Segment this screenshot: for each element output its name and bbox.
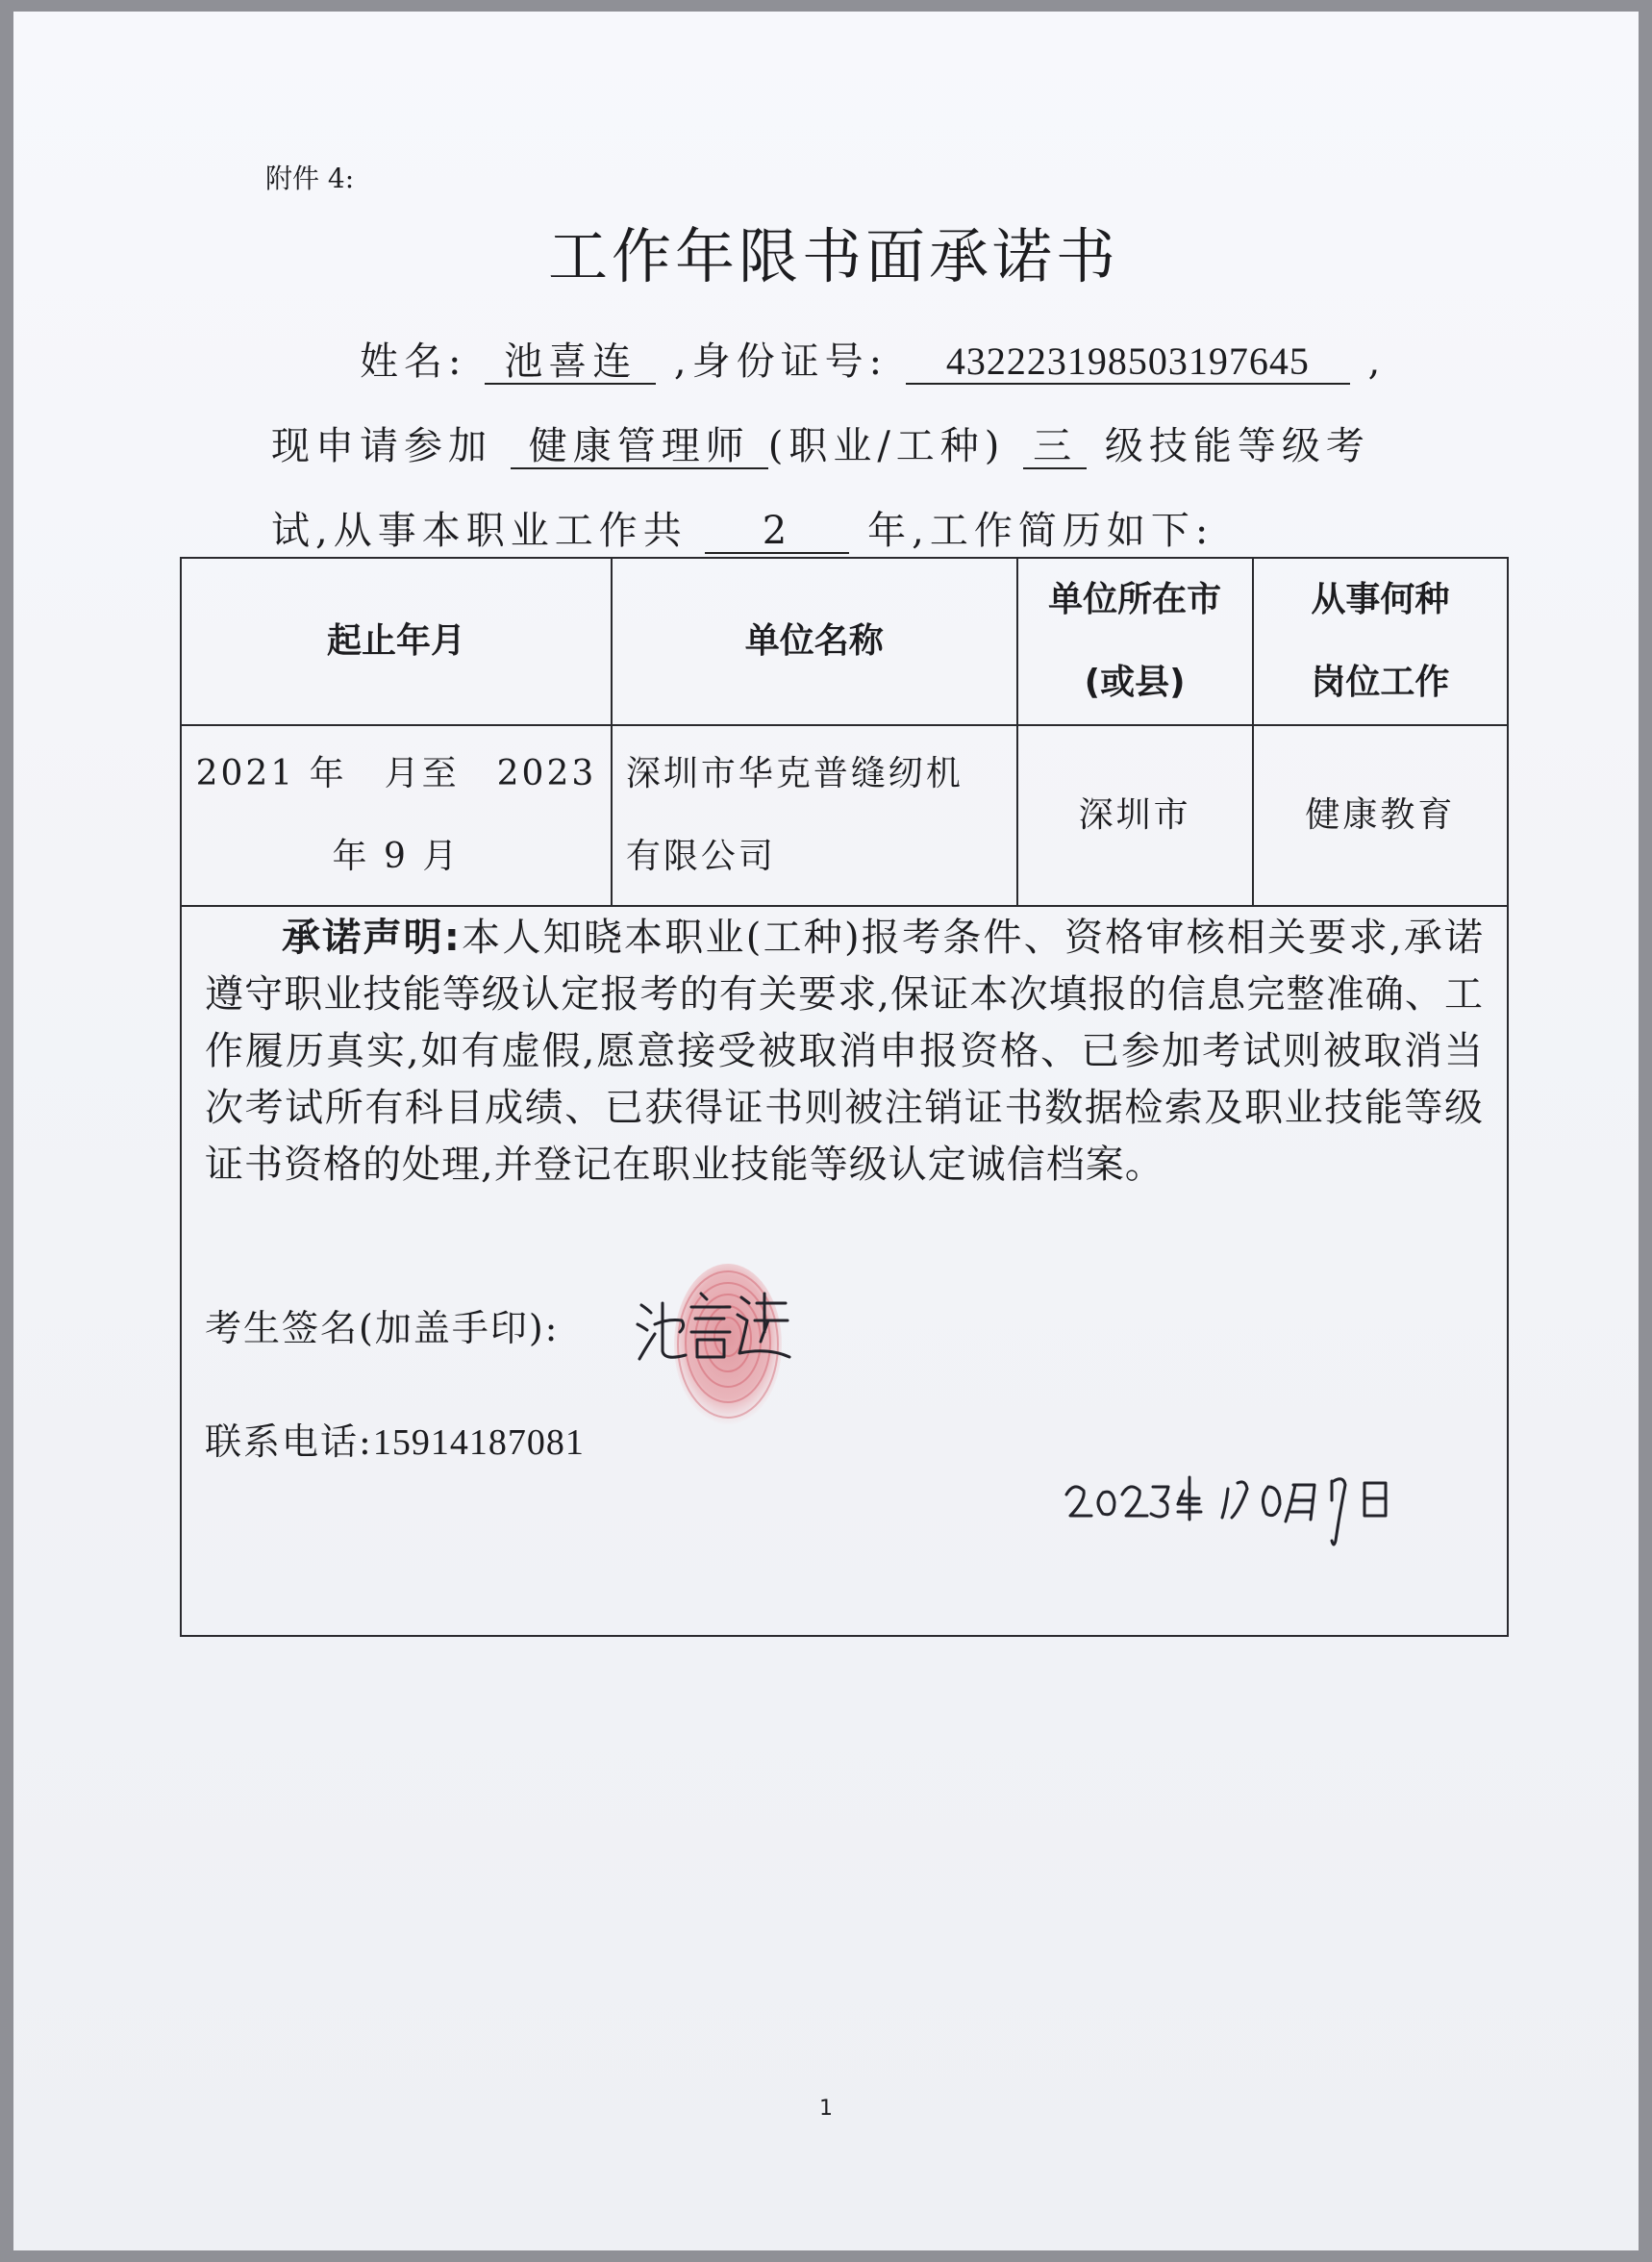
phone-line xyxy=(205,1412,585,1465)
header-post xyxy=(1253,558,1508,725)
header-post-line2: 岗位工作 xyxy=(1311,663,1450,702)
name-value: 池喜连 xyxy=(485,340,656,385)
intro-line-apply xyxy=(271,415,1370,470)
id-number-value: 432223198503197645 xyxy=(906,340,1350,385)
signature-label: 考生签名(加盖手印): xyxy=(205,1307,560,1349)
handwritten-date xyxy=(1059,1456,1405,1562)
phone-value: 15914187081 xyxy=(372,1422,585,1463)
intro-line-years xyxy=(271,500,1214,555)
header-post-line1: 从事何种 xyxy=(1311,580,1450,619)
exam-prefix: 试,从事本职业工作共 xyxy=(271,509,688,553)
years-value: 2 xyxy=(705,510,849,554)
cell-period-line1: 2021 年 月至 2023 xyxy=(195,754,597,793)
document-page xyxy=(13,12,1639,2250)
table-header-row xyxy=(181,558,1508,725)
apply-prefix: 现申请参加 xyxy=(271,424,492,468)
cell-period xyxy=(181,725,612,906)
occupation-value: 健康管理师 xyxy=(511,425,768,469)
cell-unit-line2: 有限公司 xyxy=(625,837,776,876)
cell-unit-line1: 深圳市华克普缝纫机 xyxy=(625,754,964,793)
cell-city: 深圳市 xyxy=(1017,725,1253,906)
statement-body: 本人知晓本职业(工种)报考条件、资格审核相关要求,承诺遵守职业技能等级认定报考的有关要求,保证本次填报的信息完整准确、工作履历真实,如有虚假,愿意接受被取消申报资格、已参加考试则被取消当次考试所有科目成绩、已获得证书则被注销证书数据检索及职业技能等级证书资格的处理,并登记在职业技能等级认定诚信档案。 xyxy=(205,916,1484,1187)
cell-unit xyxy=(612,725,1017,906)
table-row xyxy=(181,725,1508,906)
name-label: 姓名: xyxy=(360,339,467,384)
statement-lead: 承诺声明: xyxy=(282,916,461,960)
attachment-label: 附件 4: xyxy=(265,163,355,194)
handwritten-signature xyxy=(634,1276,797,1372)
cell-post: 健康教育 xyxy=(1253,725,1508,906)
commitment-section xyxy=(180,896,1509,1637)
page-title: 工作年限书面承诺书 xyxy=(547,221,1119,291)
header-period: 起止年月 xyxy=(181,558,612,725)
commitment-statement xyxy=(205,910,1484,1194)
phone-label: 联系电话: xyxy=(205,1420,373,1463)
id-end: , xyxy=(1367,339,1387,384)
cell-period-line2: 年 9 月 xyxy=(332,837,461,876)
id-label: ,身份证号: xyxy=(673,339,889,384)
intro-line-name xyxy=(360,331,1386,386)
level-value: 三 xyxy=(1023,425,1087,469)
work-history-table xyxy=(180,557,1509,907)
header-city-line2: (或县) xyxy=(1084,663,1186,702)
header-unit: 单位名称 xyxy=(612,558,1017,725)
level-suffix: 级技能等级考 xyxy=(1104,424,1370,468)
page-number: 1 xyxy=(819,2097,833,2121)
years-suffix: 年,工作简历如下: xyxy=(867,509,1214,553)
header-city xyxy=(1017,558,1253,725)
occupation-suffix: (职业/工种) xyxy=(767,424,1006,468)
header-city-line1: 单位所在市 xyxy=(1048,580,1222,619)
